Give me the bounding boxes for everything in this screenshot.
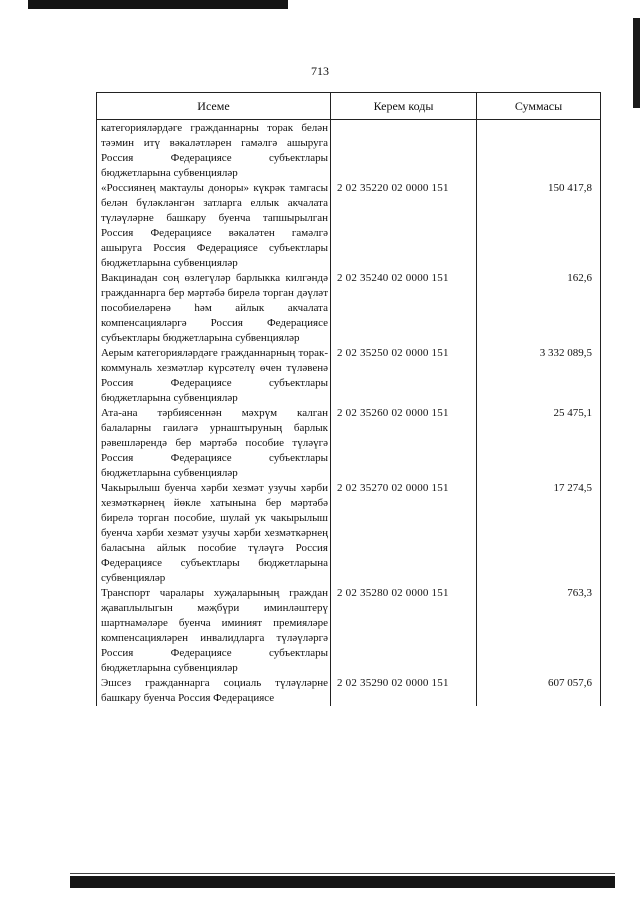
row-amount: 150 417,8: [477, 181, 601, 271]
row-code: 2 02 35250 02 0000 151: [331, 346, 477, 406]
scan-edge-right: [633, 18, 640, 108]
row-name: «Россиянең мактаулы доноры» күкрәк тамгасы белән бүләкләнгән затларга еллык акчалата түләүләрне башкару буенча тапшырылган Россия Федерациясе вәкаләтен гамәлгә ашыруга Россия Федерациясе субъектлары бюджетларына субвенцияләр: [97, 181, 331, 271]
table-row: [97, 271, 601, 346]
table-row: [97, 406, 601, 481]
table-row: [97, 586, 601, 676]
scan-edge-bottom: [70, 876, 615, 888]
table-row: [97, 120, 601, 182]
row-code: 2 02 35290 02 0000 151: [331, 676, 477, 706]
row-amount: [477, 120, 601, 182]
row-amount: 25 475,1: [477, 406, 601, 481]
row-name: Эшсез гражданнарга социаль түләүләрне башкару буенча Россия Федерациясе: [97, 676, 331, 706]
page-number: 713: [311, 64, 329, 78]
row-code: 2 02 35260 02 0000 151: [331, 406, 477, 481]
row-code: 2 02 35240 02 0000 151: [331, 271, 477, 346]
row-name: категорияләрдәге гражданнарны торак белән тәэмин итү вәкаләтләрен гамәлгә ашыруга Россия Федерациясе субъектлары бюджетларына субвенцияләр: [97, 120, 331, 182]
table-row: [97, 346, 601, 406]
row-amount: 607 057,6: [477, 676, 601, 706]
row-amount: 3 332 089,5: [477, 346, 601, 406]
scan-edge-top: [28, 0, 288, 9]
table-row: [97, 181, 601, 271]
row-name: Чакырылыш буенча хәрби хезмәт узучы хәрби хезмәткәрнең йөкле хатынына бер мәртәбә бирелә торган пособие, шулай ук чакырылыш буенча хәрби хезмәт узучы хәрби хезмәткәрнең баласына айлык пособие түләүгә Россия Федерациясе субъектлары бюджетларына субвенцияләр: [97, 481, 331, 586]
header-amount: Суммасы: [477, 93, 601, 120]
table-row: [97, 676, 601, 706]
row-code: [331, 120, 477, 182]
row-name: Ата-ана тәрбиясеннән мәхрүм калган балаларны гаиләгә урнаштыруның барлык рәвешләрендә бер мәртәбә пособие түләүгә Россия Федерациясе субъектлары бюджетларына субвенцияләр: [97, 406, 331, 481]
row-code: 2 02 35220 02 0000 151: [331, 181, 477, 271]
row-code: 2 02 35280 02 0000 151: [331, 586, 477, 676]
row-amount: 162,6: [477, 271, 601, 346]
scan-edge-bottom-line: [70, 873, 615, 874]
header-name: Исеме: [97, 93, 331, 120]
budget-table: [96, 92, 601, 706]
table-header-row: [97, 93, 601, 120]
row-name: Транспорт чаралары хуҗаларының граждан җаваплылыгын мәҗбүри иминләштерү шартнамәләре буенча иминият премияләре компенсацияләрен инвалидларга түләүләргә Россия Федерациясе субъектлары бюджетларына субвенцияләр: [97, 586, 331, 676]
row-amount: 763,3: [477, 586, 601, 676]
row-name: Вакцинадан соң өзлегүләр барлыкка килгәндә гражданнарга бер мәртәбә бирелә торган дәүләт пособиеләренә һәм айлык акчалата компенсацияләргә Россия Федерациясе субъектлары бюджетларына субвенцияләр: [97, 271, 331, 346]
row-code: 2 02 35270 02 0000 151: [331, 481, 477, 586]
table-row: [97, 481, 601, 586]
row-name: Аерым категорияләрдәге гражданнарның торак-коммуналь хезмәтләр күрсәтелү өчен түләвенә Россия Федерациясе субъектлары бюджетларына субвенцияләр: [97, 346, 331, 406]
row-amount: 17 274,5: [477, 481, 601, 586]
header-code: Керем коды: [331, 93, 477, 120]
